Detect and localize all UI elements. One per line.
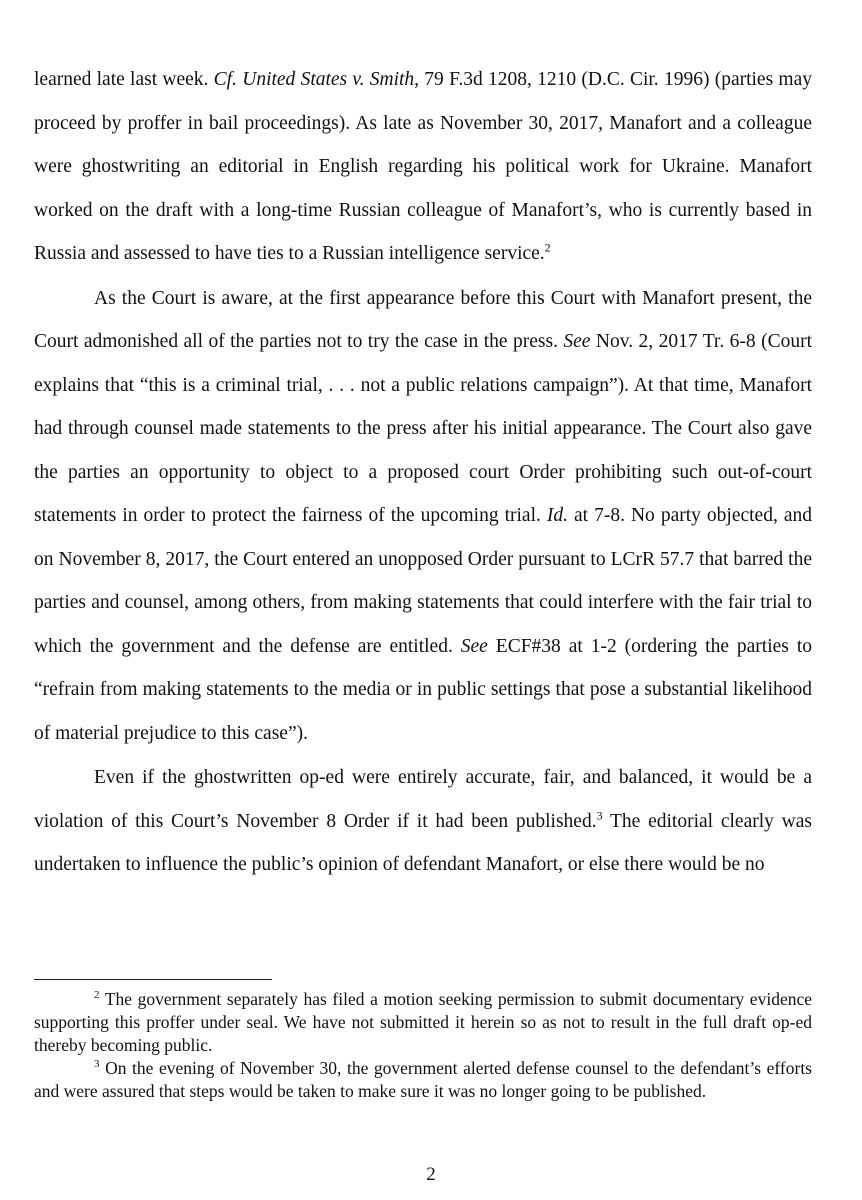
footnote-2 <box>34 988 812 1057</box>
paragraph-2-text-d: ECF#38 at 1-2 (ordering the parties to “refrain from making statements to the media or in public settings that pose a substantial likelihood of material prejudice to this case”). <box>34 635 812 744</box>
footnote-3 <box>34 1057 812 1103</box>
footnote-ref-2: 2 <box>544 240 551 255</box>
citation-signal-id: Id. <box>546 505 568 526</box>
footnote-divider <box>34 979 272 980</box>
document-body <box>34 58 812 887</box>
paragraph-2 <box>34 277 812 756</box>
footnote-2-number: 2 <box>94 989 100 1002</box>
paragraph-3 <box>34 756 812 887</box>
paragraph-3-text-b: The editorial clearly was undertaken to influence the public’s opinion of defendant Manafort, or else there would be no <box>34 810 812 875</box>
paragraph-1 <box>34 58 812 276</box>
footnote-ref-3: 3 <box>596 808 603 822</box>
paragraph-1-text-b: , 79 F.3d 1208, 1210 (D.C. Cir. 1996) (parties may proceed by proffer in bail proceedings). As late as November 30, 2017, Manafort and a colleague were ghostwriting an editorial in English regarding his political work for Ukraine. Manafort worked on the draft with a long-time Russian colleague of Manafort’s, who is currently based in Russia and assessed to have ties to a Russian intelligence service. <box>34 69 812 264</box>
footnote-2-text: The government separately has filed a motion seeking permission to submit documentary evidence supporting this proffer under seal. We have not submitted it herein so as not to result in the full draft op-ed thereby becoming public. <box>34 989 812 1055</box>
footnote-3-text: On the evening of November 30, the government alerted defense counsel to the defendant’s efforts and were assured that steps would be taken to make sure it was no longer going to be published. <box>34 1058 812 1101</box>
citation-signal-cf: Cf. <box>213 69 237 90</box>
paragraph-2-text-c: at 7-8. No party objected, and on November 8, 2017, the Court entered an unopposed Order pursuant to LCrR 57.7 that barred the parties and counsel, among others, from making statements that could interfere with the fair trial to which the government and the defense are entitled. <box>34 505 812 657</box>
paragraph-2-text-b: Nov. 2, 2017 Tr. 6-8 (Court explains that “this is a criminal trial, . . . not a public relations campaign”). At that time, Manafort had through counsel made statements to the press after his initial appearance. The Court also gave the parties an opportunity to object to a proposed court Order prohibiting such out-of-court statements in order to protect the fairness of the upcoming trial. <box>34 331 812 526</box>
case-citation: United States v. Smith <box>242 69 415 90</box>
footnote-3-number: 3 <box>94 1058 100 1071</box>
paragraph-2-text-a: As the Court is aware, at the first appearance before this Court with Manafort present, the Court admonished all of the parties not to try the case in the press. <box>34 287 812 352</box>
citation-signal-see: See <box>563 331 591 352</box>
page-number: 2 <box>426 1164 436 1185</box>
paragraph-1-text-a: learned late last week. <box>34 69 214 90</box>
paragraph-3-text-a: Even if the ghostwritten op-ed were entirely accurate, fair, and balanced, it would be a violation of this Court’s November 8 Order if it had been published. <box>34 767 812 832</box>
citation-signal-see-2: See <box>460 635 488 657</box>
footnotes <box>34 988 812 1103</box>
